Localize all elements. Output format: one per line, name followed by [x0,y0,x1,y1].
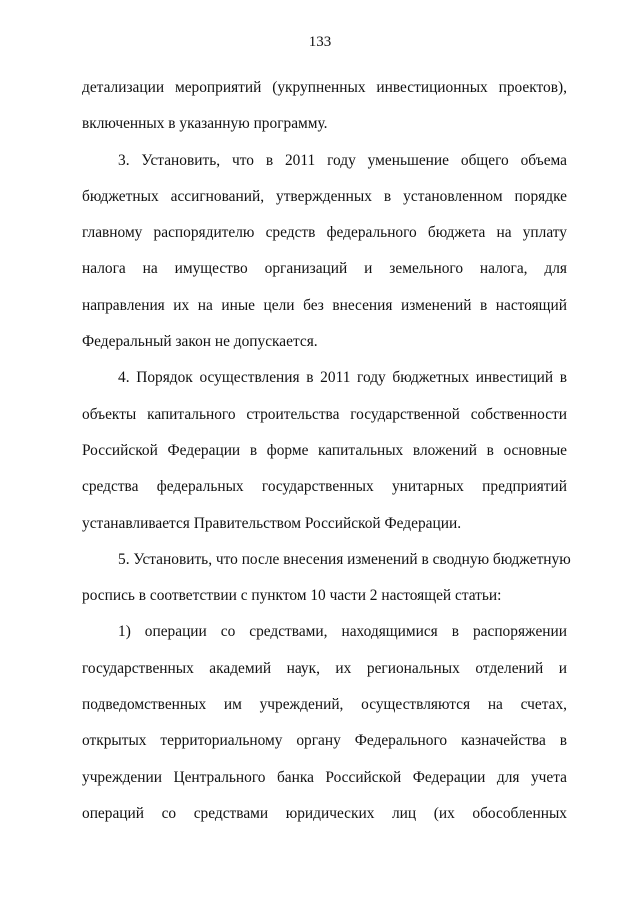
text-line: детализации мероприятий (укрупненных инвестиционных проектов), [82,79,567,96]
text-line: средства федеральных государственных унитарных предприятий [82,478,567,496]
text-line: операций со средствами юридических лиц (их обособленных [82,804,567,822]
text-line: объекты капитального строительства государственной собственности [82,405,567,423]
text-line: бюджетных ассигнований, утвержденных в установленном порядке [82,187,567,205]
text-line: 4. Порядок осуществления в 2011 году бюджетных инвестиций в [118,369,567,387]
document-body [82,70,571,832]
text-line: государственных академий наук, их региональных отделений и [82,659,567,677]
text-line: подведомственных им учреждений, осуществляются на счетах, [82,696,567,714]
text-line: направления их на иные цели без внесения изменений в настоящий [82,296,567,314]
text-line: налога на имущество организаций и земельного налога, для [82,260,567,278]
text-line: Российской Федерации в форме капитальных вложений в основные [82,441,567,459]
text-line: устанавливается Правительством Российской Федерации. [82,514,462,532]
text-line: 3. Установить, что в 2011 году уменьшение общего объема [118,151,567,169]
text-line: открытых территориальному органу Федерального казначейства в [82,732,567,750]
text-line: включенных в указанную программу. [82,115,328,133]
text-line: 5. Установить, что после внесения изменений в сводную бюджетную [118,550,571,568]
page-number: 133 [308,34,332,50]
text-line: 1) операции со средствами, находящимися в распоряжении [118,623,567,641]
text-line: учреждении Центрального банка Российской Федерации для учета [82,768,567,786]
text-line: роспись в соответствии с пунктом 10 части 2 настоящей статьи: [82,587,502,605]
text-line: Федеральный закон не допускается. [82,333,318,351]
text-line: главному распорядителю средств федерального бюджета на уплату [82,224,567,242]
